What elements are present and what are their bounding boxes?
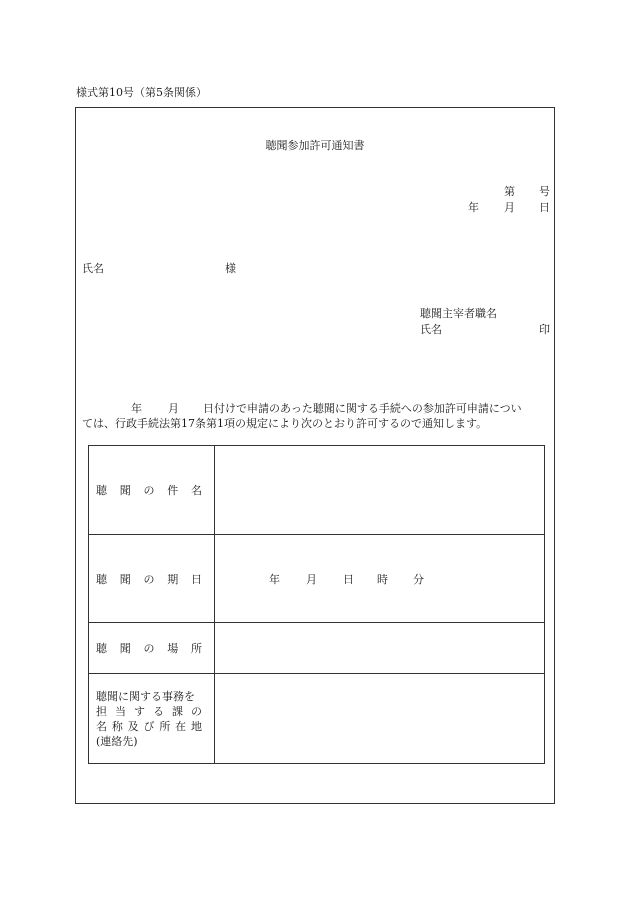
place-label: 聴 聞 の 場 所 bbox=[96, 642, 202, 655]
period-value-cell[interactable] bbox=[215, 535, 545, 623]
addressee-honorific: 様 bbox=[225, 262, 236, 275]
form-number-label: 様式第10号（第5条関係） bbox=[76, 86, 207, 99]
date-day-label: 日 bbox=[539, 201, 550, 214]
place-label-cell bbox=[89, 623, 215, 674]
date-month-label: 月 bbox=[504, 201, 515, 214]
number-prefix: 第 bbox=[504, 185, 515, 198]
body-year: 年 bbox=[131, 402, 142, 415]
department-value-cell[interactable] bbox=[215, 674, 545, 764]
subject-value-cell[interactable] bbox=[215, 446, 545, 535]
department-label-cell bbox=[89, 674, 215, 764]
table-row-period bbox=[89, 535, 545, 623]
notice-body-line-1 bbox=[82, 401, 552, 416]
notice-body-line-2: ては、行政手続法第17条第1項の規定により次のとおり許可するので通知します。 bbox=[82, 417, 488, 430]
addressee-name-label: 氏名 bbox=[82, 262, 104, 275]
period-label: 聴 聞 の 期 日 bbox=[96, 572, 202, 586]
subject-label-cell bbox=[89, 446, 215, 535]
period-year-unit: 年 bbox=[269, 572, 280, 586]
period-day-unit: 日 bbox=[343, 572, 354, 586]
department-label: 聴聞に関する事務を 担 当 す る 課 の 名 称 及 び 所 在 地 (連絡先) bbox=[96, 689, 202, 748]
table-row-department bbox=[89, 674, 545, 764]
number-suffix: 号 bbox=[539, 185, 550, 198]
seal-mark: 印 bbox=[539, 323, 550, 336]
table-row-place bbox=[89, 623, 545, 674]
period-minute-unit: 分 bbox=[413, 572, 424, 586]
issuer-title-label: 聴聞主宰者職名 bbox=[420, 307, 497, 320]
period-label-cell bbox=[89, 535, 215, 623]
body-line1-text: 日付けで申請のあった聴聞に関する手続への参加許可申請につい bbox=[203, 402, 522, 415]
issuer-name-label: 氏名 bbox=[420, 323, 442, 336]
period-hour-unit: 時 bbox=[377, 572, 388, 586]
date-year-label: 年 bbox=[468, 201, 479, 214]
document-title: 聴聞参加許可通知書 bbox=[265, 139, 365, 152]
subject-label: 聴 聞 の 件 名 bbox=[96, 484, 202, 497]
period-month-unit: 月 bbox=[306, 572, 317, 586]
place-value-cell[interactable] bbox=[215, 623, 545, 674]
body-month: 月 bbox=[168, 402, 179, 415]
permit-details-table bbox=[88, 445, 545, 764]
table-row-subject bbox=[89, 446, 545, 535]
notice-body bbox=[82, 401, 552, 431]
